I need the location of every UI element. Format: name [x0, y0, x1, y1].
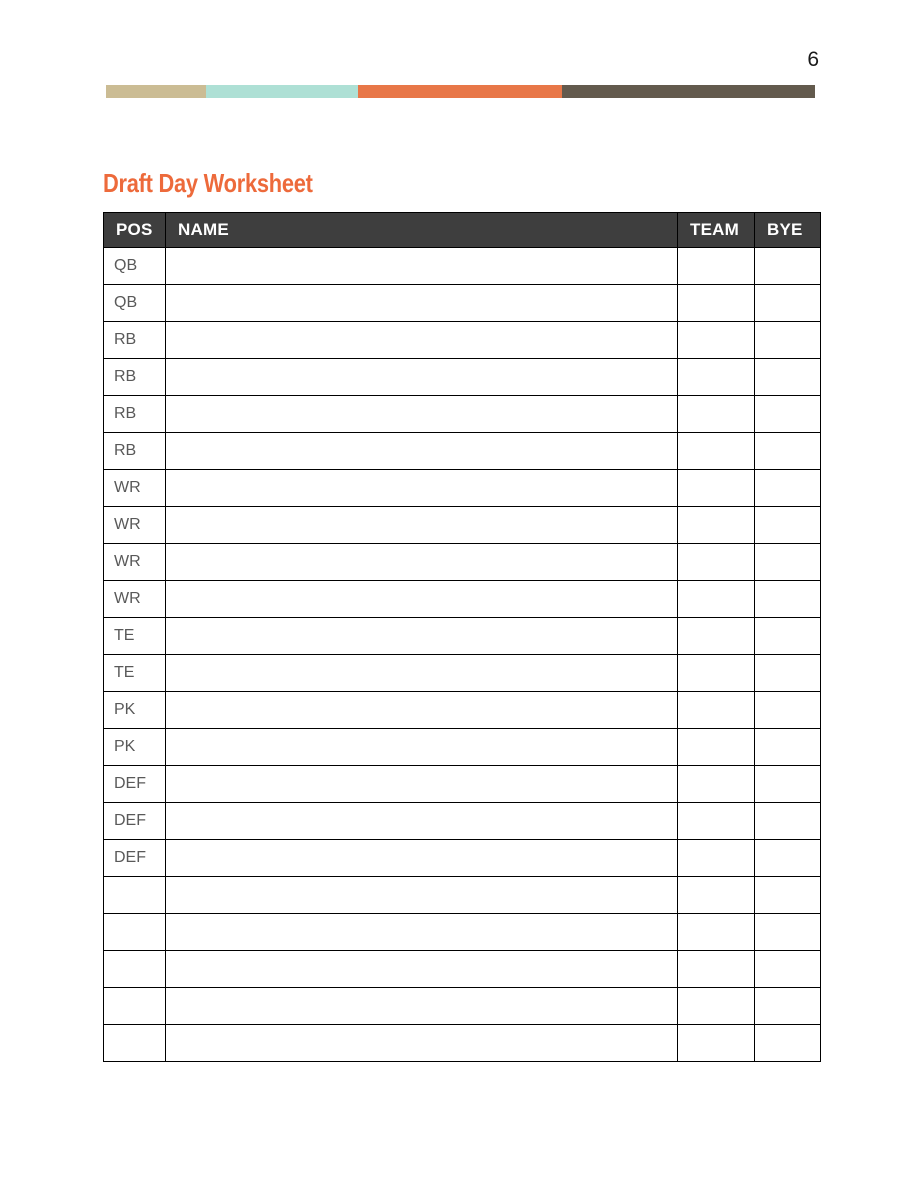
table-row [104, 248, 821, 285]
page-title: Draft Day Worksheet [103, 168, 313, 198]
table-header-row [104, 213, 821, 248]
team-cell [678, 285, 755, 322]
bye-cell [755, 729, 821, 766]
bye-cell [755, 581, 821, 618]
name-cell [166, 618, 678, 655]
team-cell [678, 877, 755, 914]
pos-cell: WR [104, 581, 166, 618]
name-cell [166, 285, 678, 322]
draft-table [103, 212, 821, 1062]
table-row [104, 507, 821, 544]
team-cell [678, 655, 755, 692]
pos-cell: TE [104, 618, 166, 655]
bye-cell [755, 877, 821, 914]
pos-cell: DEF [104, 840, 166, 877]
name-cell [166, 729, 678, 766]
pos-cell [104, 1025, 166, 1062]
bye-cell [755, 470, 821, 507]
team-cell [678, 914, 755, 951]
table-body [104, 248, 821, 1062]
table-row [104, 729, 821, 766]
mint-bar-segment [206, 85, 358, 98]
pos-cell [104, 877, 166, 914]
team-cell [678, 433, 755, 470]
pos-cell: PK [104, 729, 166, 766]
team-cell [678, 507, 755, 544]
col-header-pos: POS [104, 213, 166, 248]
name-cell [166, 470, 678, 507]
name-cell [166, 692, 678, 729]
table-row [104, 285, 821, 322]
team-cell [678, 729, 755, 766]
pos-cell: WR [104, 470, 166, 507]
pos-cell: RB [104, 396, 166, 433]
pos-cell: QB [104, 248, 166, 285]
col-header-bye: BYE [755, 213, 821, 248]
name-cell [166, 507, 678, 544]
name-cell [166, 951, 678, 988]
bye-cell [755, 692, 821, 729]
bye-cell [755, 359, 821, 396]
bye-cell [755, 840, 821, 877]
team-cell [678, 1025, 755, 1062]
team-cell [678, 840, 755, 877]
bye-cell [755, 507, 821, 544]
pos-cell: TE [104, 655, 166, 692]
name-cell [166, 396, 678, 433]
table-row [104, 618, 821, 655]
pos-cell: RB [104, 359, 166, 396]
pos-cell: QB [104, 285, 166, 322]
name-cell [166, 803, 678, 840]
table-row [104, 655, 821, 692]
table-row [104, 877, 821, 914]
table-row [104, 840, 821, 877]
team-cell [678, 692, 755, 729]
table-row [104, 581, 821, 618]
table-row [104, 359, 821, 396]
pos-cell: RB [104, 433, 166, 470]
pos-cell: RB [104, 322, 166, 359]
team-cell [678, 766, 755, 803]
table-row [104, 322, 821, 359]
table-row [104, 766, 821, 803]
accent-bar [106, 85, 815, 98]
pos-cell: DEF [104, 766, 166, 803]
orange-bar-segment [358, 85, 562, 98]
team-cell [678, 988, 755, 1025]
bye-cell [755, 544, 821, 581]
table-row [104, 803, 821, 840]
table-row [104, 951, 821, 988]
pos-cell: DEF [104, 803, 166, 840]
table-row [104, 692, 821, 729]
page-number: 6 [807, 48, 819, 71]
bye-cell [755, 951, 821, 988]
table-row [104, 470, 821, 507]
pos-cell [104, 951, 166, 988]
bye-cell [755, 396, 821, 433]
bye-cell [755, 433, 821, 470]
name-cell [166, 766, 678, 803]
team-cell [678, 322, 755, 359]
col-header-name: NAME [166, 213, 678, 248]
team-cell [678, 544, 755, 581]
bye-cell [755, 285, 821, 322]
team-cell [678, 359, 755, 396]
brown-bar-segment [562, 85, 815, 98]
col-header-team: TEAM [678, 213, 755, 248]
team-cell [678, 396, 755, 433]
pos-cell: PK [104, 692, 166, 729]
bye-cell [755, 248, 821, 285]
team-cell [678, 248, 755, 285]
table-row [104, 544, 821, 581]
name-cell [166, 322, 678, 359]
name-cell [166, 581, 678, 618]
name-cell [166, 914, 678, 951]
pos-cell: WR [104, 507, 166, 544]
name-cell [166, 248, 678, 285]
table-row [104, 396, 821, 433]
team-cell [678, 951, 755, 988]
name-cell [166, 359, 678, 396]
name-cell [166, 655, 678, 692]
table-row [104, 914, 821, 951]
bye-cell [755, 618, 821, 655]
bye-cell [755, 1025, 821, 1062]
name-cell [166, 840, 678, 877]
name-cell [166, 877, 678, 914]
bye-cell [755, 914, 821, 951]
team-cell [678, 470, 755, 507]
team-cell [678, 618, 755, 655]
bye-cell [755, 803, 821, 840]
pos-cell: WR [104, 544, 166, 581]
name-cell [166, 544, 678, 581]
team-cell [678, 803, 755, 840]
bye-cell [755, 766, 821, 803]
name-cell [166, 433, 678, 470]
table-row [104, 988, 821, 1025]
pos-cell [104, 914, 166, 951]
bye-cell [755, 988, 821, 1025]
name-cell [166, 988, 678, 1025]
table-row [104, 433, 821, 470]
tan-bar-segment [106, 85, 206, 98]
table-row [104, 1025, 821, 1062]
bye-cell [755, 322, 821, 359]
team-cell [678, 581, 755, 618]
name-cell [166, 1025, 678, 1062]
pos-cell [104, 988, 166, 1025]
bye-cell [755, 655, 821, 692]
